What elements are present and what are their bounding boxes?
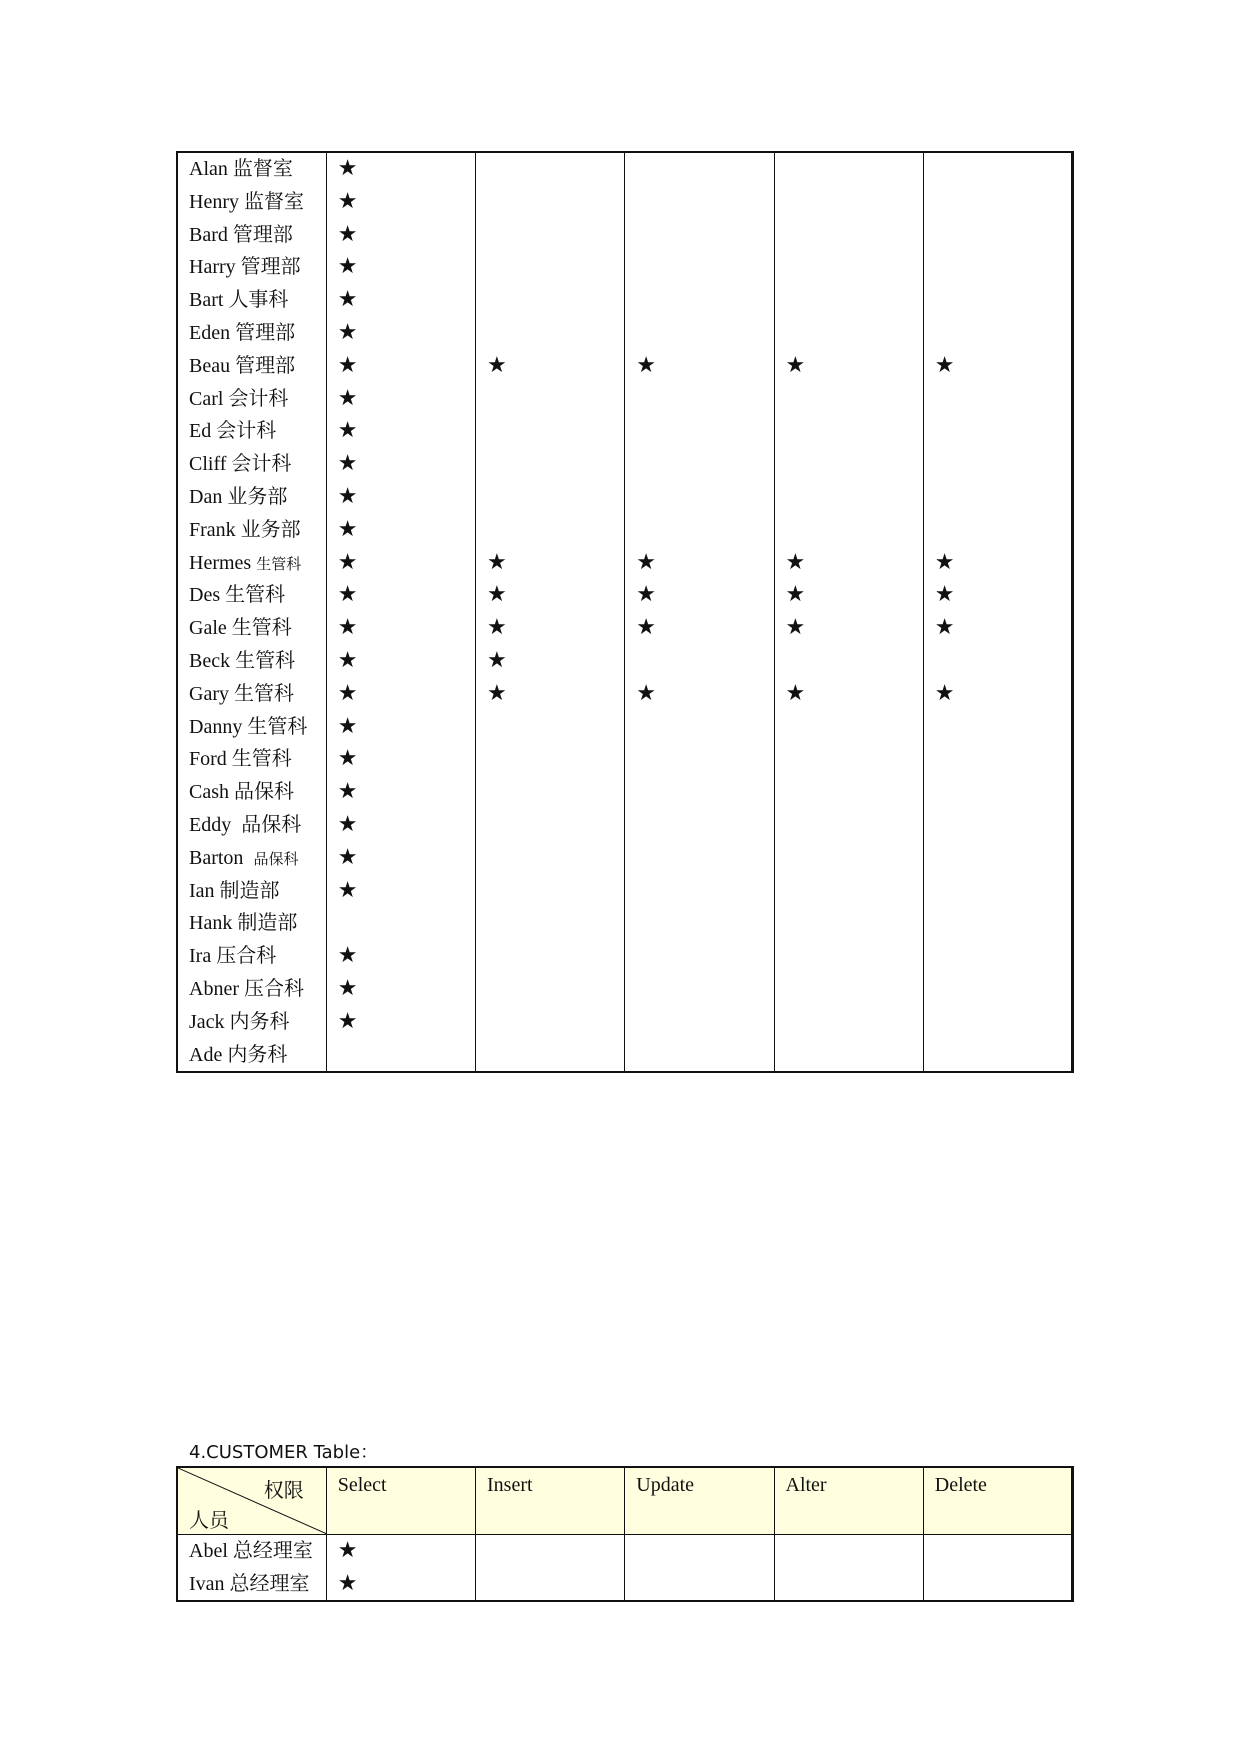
person-entry bbox=[178, 317, 326, 350]
department: 总经理室 bbox=[229, 1572, 310, 1595]
permission-star: ★ bbox=[934, 352, 955, 378]
person-entry bbox=[178, 940, 326, 973]
permission-star: ★ bbox=[636, 615, 656, 641]
customer-table-header bbox=[177, 1467, 1073, 1535]
permission-star: ★ bbox=[337, 451, 358, 477]
person-entry bbox=[178, 743, 326, 776]
person-entry bbox=[178, 875, 326, 908]
person-entry bbox=[178, 973, 326, 1006]
department: 内务科 bbox=[229, 1010, 290, 1033]
customer-table bbox=[176, 1466, 1074, 1602]
permission-star: ★ bbox=[337, 516, 358, 542]
permission-star: ★ bbox=[337, 877, 358, 903]
person-name: Bard bbox=[189, 223, 228, 246]
header-delete: Delete bbox=[923, 1467, 1072, 1535]
department: 生管科 bbox=[231, 748, 292, 771]
person-name: Hermes bbox=[189, 551, 252, 574]
permission-star: ★ bbox=[337, 156, 358, 181]
person-name: Alan bbox=[189, 158, 228, 180]
department: 监督室 bbox=[232, 158, 293, 180]
permission-star: ★ bbox=[785, 549, 806, 575]
permission-star: ★ bbox=[934, 549, 955, 575]
person-entry bbox=[178, 842, 326, 875]
department: 业务部 bbox=[240, 518, 301, 541]
person-name: Ford bbox=[189, 748, 227, 771]
department: 监督室 bbox=[243, 190, 304, 213]
permission-star: ★ bbox=[337, 943, 358, 969]
department: 压合科 bbox=[216, 945, 277, 968]
person-name: Beau bbox=[189, 354, 231, 377]
permission-star: ★ bbox=[487, 582, 507, 608]
person-name: Harry bbox=[189, 256, 236, 279]
person-name: Bart bbox=[189, 289, 224, 312]
select-column bbox=[326, 1535, 475, 1602]
person-name: Gary bbox=[189, 682, 229, 705]
permission-star: ★ bbox=[337, 385, 358, 411]
person-name: Ed bbox=[189, 420, 212, 443]
permission-star: ★ bbox=[337, 746, 358, 772]
person-name: Danny bbox=[189, 715, 243, 738]
person-name: Dan bbox=[189, 485, 223, 508]
person-entry bbox=[178, 350, 326, 383]
permission-star: ★ bbox=[636, 352, 656, 378]
person-entry bbox=[178, 481, 326, 514]
department: 总经理室 bbox=[232, 1540, 313, 1562]
permission-star: ★ bbox=[337, 287, 358, 313]
person-entry bbox=[178, 579, 326, 612]
permission-star: ★ bbox=[487, 549, 507, 575]
delete-column bbox=[923, 152, 1072, 1072]
alter-column bbox=[774, 1535, 923, 1602]
person-entry bbox=[178, 1006, 326, 1039]
department: 生管科 bbox=[256, 556, 302, 573]
update-column bbox=[625, 1535, 774, 1602]
insert-column bbox=[476, 1535, 625, 1602]
permission-star: ★ bbox=[487, 647, 507, 673]
person-column bbox=[177, 1535, 326, 1602]
person-column bbox=[177, 152, 326, 1072]
person-name: Carl bbox=[189, 387, 224, 410]
person-entry bbox=[178, 251, 326, 284]
department: 会计科 bbox=[231, 453, 292, 476]
permission-star: ★ bbox=[487, 352, 507, 378]
department: 品保科 bbox=[241, 813, 302, 836]
department: 内务科 bbox=[227, 1043, 288, 1066]
permission-star: ★ bbox=[337, 844, 358, 870]
person-entry bbox=[178, 645, 326, 678]
person-entry bbox=[178, 907, 326, 940]
permission-star: ★ bbox=[337, 483, 358, 509]
person-name: Eddy bbox=[189, 813, 237, 836]
header-insert: Insert bbox=[476, 1467, 625, 1535]
person-entry bbox=[178, 612, 326, 645]
person-name: Henry bbox=[189, 190, 239, 213]
permission-star: ★ bbox=[636, 582, 656, 608]
permission-star: ★ bbox=[337, 975, 358, 1001]
department: 管理部 bbox=[240, 256, 301, 279]
person-name: Hank bbox=[189, 912, 233, 935]
permission-star: ★ bbox=[487, 615, 507, 641]
permission-star: ★ bbox=[337, 713, 358, 739]
permission-star: ★ bbox=[337, 615, 358, 641]
delete-column bbox=[923, 1535, 1072, 1602]
person-entry bbox=[178, 678, 326, 711]
person-name: Beck bbox=[189, 649, 231, 672]
permission-star: ★ bbox=[337, 1570, 358, 1596]
person-name: Des bbox=[189, 584, 221, 607]
header-select: Select bbox=[326, 1467, 475, 1535]
permissions-table bbox=[176, 151, 1074, 1073]
customer-table-body bbox=[177, 1535, 1073, 1602]
department: 会计科 bbox=[228, 387, 289, 410]
person-name: Barton bbox=[189, 846, 249, 869]
person-entry bbox=[178, 186, 326, 219]
department: 制造部 bbox=[219, 879, 280, 902]
person-name: Cash bbox=[189, 781, 229, 804]
person-entry bbox=[178, 1568, 326, 1601]
permission-star: ★ bbox=[934, 615, 955, 641]
department: 业务部 bbox=[227, 485, 288, 508]
person-entry bbox=[178, 547, 326, 580]
person-entry bbox=[178, 1535, 326, 1568]
department: 管理部 bbox=[235, 321, 296, 344]
department: 制造部 bbox=[237, 912, 298, 935]
permission-star: ★ bbox=[636, 680, 656, 706]
person-entry bbox=[178, 383, 326, 416]
person-name: Eden bbox=[189, 321, 231, 344]
department: 生管科 bbox=[225, 584, 286, 607]
permission-star: ★ bbox=[487, 680, 507, 706]
permission-star: ★ bbox=[934, 582, 955, 608]
person-name: Frank bbox=[189, 518, 236, 541]
header-update: Update bbox=[625, 1467, 774, 1535]
person-name: Ira bbox=[189, 945, 212, 968]
permission-star: ★ bbox=[337, 188, 358, 214]
permission-star: ★ bbox=[337, 418, 358, 444]
permission-star: ★ bbox=[337, 1538, 358, 1563]
select-column bbox=[326, 152, 475, 1072]
department: 管理部 bbox=[235, 354, 296, 377]
permission-star: ★ bbox=[337, 647, 358, 673]
permission-star: ★ bbox=[337, 680, 358, 706]
department: 会计科 bbox=[216, 420, 277, 443]
permission-star: ★ bbox=[785, 352, 806, 378]
department: 管理部 bbox=[232, 223, 293, 246]
department: 生管科 bbox=[231, 617, 292, 640]
permission-star: ★ bbox=[337, 319, 358, 345]
permission-star: ★ bbox=[636, 549, 656, 575]
department: 人事科 bbox=[228, 289, 289, 312]
permission-star: ★ bbox=[337, 1008, 358, 1034]
person-name: Abner bbox=[189, 977, 239, 1000]
person-name: Ivan bbox=[189, 1572, 225, 1595]
permission-star: ★ bbox=[337, 811, 358, 837]
section-title: 4.CUSTOMER Table： bbox=[189, 1442, 379, 1463]
person-entry bbox=[178, 1039, 326, 1072]
permissions-table-body bbox=[177, 152, 1073, 1072]
person-entry bbox=[178, 448, 326, 481]
person-entry bbox=[178, 415, 326, 448]
department: 压合科 bbox=[243, 977, 304, 1000]
department: 品保科 bbox=[234, 781, 294, 804]
permission-star: ★ bbox=[785, 582, 806, 608]
person-entry bbox=[178, 284, 326, 317]
diagonal-header-cell bbox=[177, 1467, 326, 1535]
alter-column bbox=[774, 152, 923, 1072]
person-entry bbox=[178, 514, 326, 547]
header-alter: Alter bbox=[774, 1467, 923, 1535]
person-name: Abel bbox=[189, 1540, 228, 1562]
header-person-label: 人员 bbox=[189, 1510, 229, 1532]
insert-column bbox=[476, 152, 625, 1072]
permission-star: ★ bbox=[785, 615, 806, 641]
permission-star: ★ bbox=[337, 549, 358, 575]
person-name: Ade bbox=[189, 1043, 223, 1066]
department: 生管科 bbox=[247, 715, 308, 738]
permission-star: ★ bbox=[934, 680, 955, 706]
person-entry bbox=[178, 809, 326, 842]
permission-star: ★ bbox=[337, 779, 358, 805]
update-column bbox=[625, 152, 774, 1072]
person-entry bbox=[178, 711, 326, 744]
permission-star: ★ bbox=[337, 221, 358, 247]
department: 生管科 bbox=[233, 682, 294, 705]
header-permission-label: 权限 bbox=[263, 1480, 304, 1502]
permission-star: ★ bbox=[785, 680, 806, 706]
person-name: Ian bbox=[189, 879, 215, 902]
person-name: Jack bbox=[189, 1010, 225, 1033]
person-entry bbox=[178, 776, 326, 809]
person-entry bbox=[178, 153, 326, 186]
permission-star: ★ bbox=[337, 254, 358, 280]
person-name: Cliff bbox=[189, 453, 227, 476]
person-name: Gale bbox=[189, 617, 227, 640]
department: 生管科 bbox=[235, 649, 296, 672]
permission-star: ★ bbox=[337, 582, 358, 608]
person-entry bbox=[178, 219, 326, 252]
permission-star: ★ bbox=[337, 352, 358, 378]
department: 品保科 bbox=[253, 851, 299, 868]
